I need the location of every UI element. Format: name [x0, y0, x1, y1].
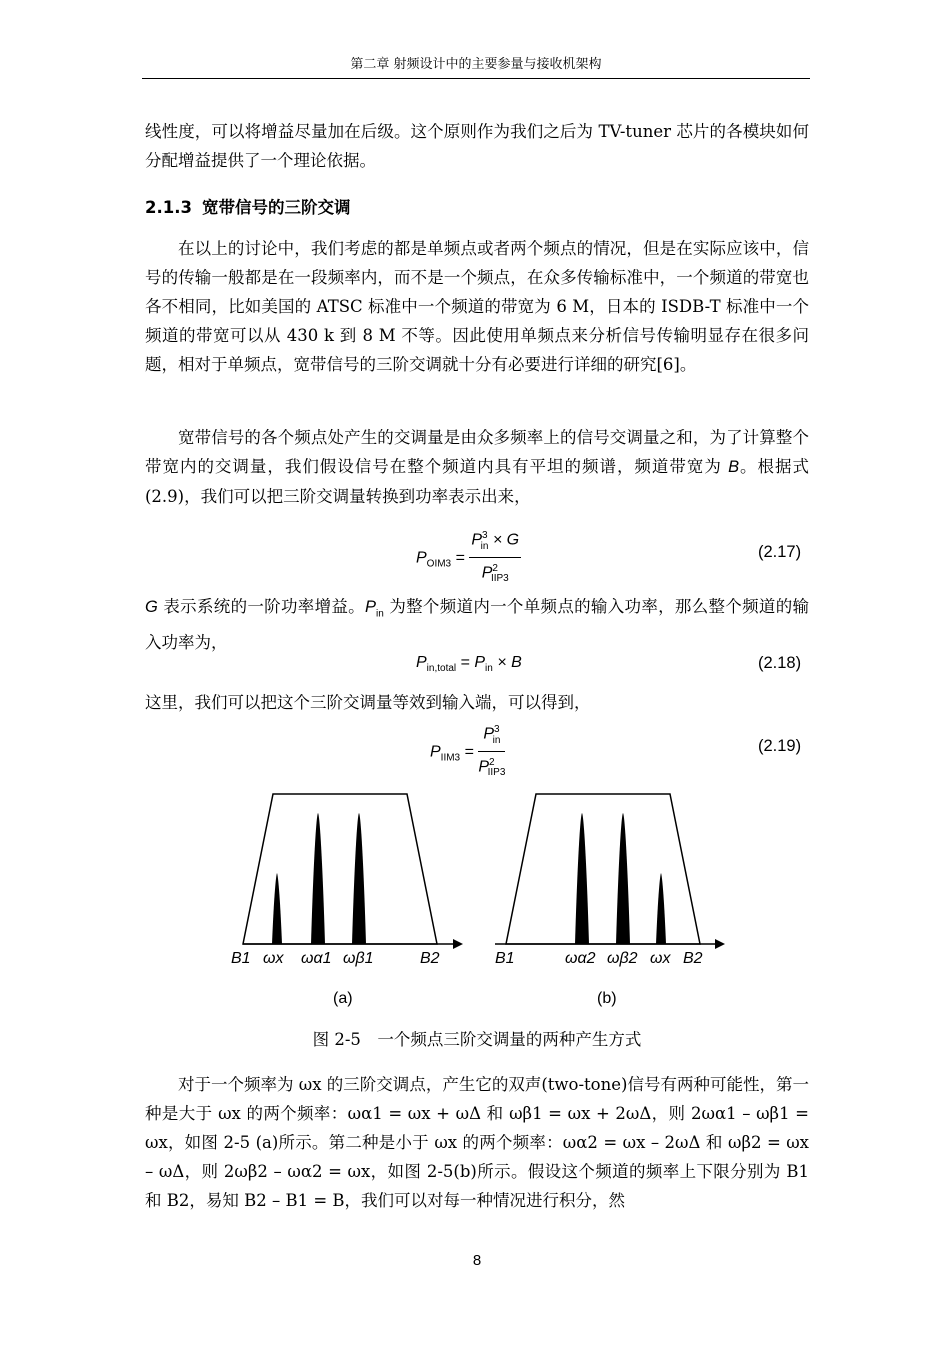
equation-2-17: $P_{OIM3}$ = $\frac{P^3_{in} \times G}{P^2_{IIP3}}$ [416, 526, 521, 590]
panel-b-peak-wa2 [575, 813, 589, 944]
panel-b-label-b1: B1 [495, 950, 515, 967]
paragraph-2-text-b: 。根据式(2.9)，我们可以把三阶交调量转换到功率表示出来， [145, 457, 809, 506]
bandwidth-symbol: B [728, 458, 740, 476]
panel-b-axis-arrow [715, 939, 725, 949]
panel-a-label-wb1: ωβ1 [343, 950, 374, 967]
panel-b-band-trapezoid [506, 794, 700, 944]
figure-2-5 [225, 785, 735, 1015]
panel-a-band-trapezoid [243, 794, 437, 944]
paragraph-3: G 表示系统的一阶功率增益。$P_{in}$ 为整个频道内一个单频点的输入功率，那么整个频道的输入功率为， [145, 597, 810, 653]
panel-b-label-b2: B2 [683, 950, 703, 967]
eq-2-17-fraction: $\frac{P^3_{in} \times G}{P^2_{IIP3}}$ [469, 526, 521, 590]
page-number: 8 [472, 1252, 482, 1269]
panel-b-label-wa2: ωα2 [565, 950, 596, 967]
panel-a-peak-wb1 [352, 813, 366, 944]
intro-paragraph: 线性度，可以将增益尽量加在后级。这个原则作为我们之后为 TV-tuner 芯片的各模块如何分配增益提供了一个理论依据。 [145, 122, 809, 170]
panel-b [495, 794, 725, 1007]
panel-a-peak-wx [272, 873, 282, 944]
running-header: 第二章 射频设计中的主要参量与接收机架构 [350, 57, 602, 72]
paragraph-4: 这里，我们可以把这个三阶交调量等效到输入端，可以得到， [145, 693, 591, 712]
panel-a-peak-wa1 [311, 813, 325, 944]
panel-a-axis-arrow [453, 939, 463, 949]
panel-b-label-wb2: ωβ2 [607, 950, 638, 967]
panel-a-label-b2: B2 [420, 950, 440, 967]
equation-number-2-19: (2.19) [758, 737, 802, 755]
paragraph-2-text-a: 宽带信号的各个频点处产生的交调量是由众多频率上的信号交调量之和，为了计算整个带宽内的交调量，我们假设信号在整个频道内具有平坦的频谱，频道带宽为 [145, 428, 809, 476]
section-title: 宽带信号的三阶交调 [201, 198, 351, 217]
paragraph-1: 在以上的讨论中，我们考虑的都是单频点或者两个频点的情况，但是在实际应该中，信号的传输一般都是在一段频率内，而不是一个频点，在众多传输标准中，一个频道的带宽也各不相同，比如美国的 ATSC 标准中一个频道的带宽为 6 M，日本的 ISDB-T 标准中一个频道的带宽可以从 430 k 到 8 M 不等。因此使用单频点来分析信号传输明显存在很多问题，相对于单频点，宽带信号的三阶交调就十分有必要进行详细的研究[6]。 [145, 239, 809, 374]
equation-number-2-18: (2.18) [758, 654, 802, 672]
section-number: 2.1.3 [145, 198, 192, 217]
panel-a-label-b1: B1 [231, 950, 251, 967]
equation-2-19: $P_{IIM3}$ = $\frac{P^3_{in}}{P^2_{IIP3}}$ [430, 720, 505, 784]
paragraph-5: 对于一个频率为 ωx 的三阶交调点，产生它的双声(two-tone)信号有两种可能性，第一种是大于 ωx 的两个频率：ωα1 = ωx + ωΔ 和 ωβ1 = ωx + 2ωΔ，则 2ωα1 – ωβ1 = ωx，如图 2-5 (a)所示。第二种是小于 ωx 的两个频率：ωα2 = ωx – 2ωΔ 和 ωβ2 = ωx – ωΔ，则 2ωβ2 – ωα2 = ωx，如图 2-5(b)所示。假设这个频道的频率上下限分别为 B1 和 B2，易知 B2 – B1 = B，我们可以对每一种情况进行积分，然 [145, 1075, 809, 1210]
equation-2-18: $P_{in,total} = P_{in} \times B$ [416, 654, 522, 675]
section-heading [145, 193, 350, 222]
panel-a-label-wx: ωx [263, 950, 284, 967]
panel-b-peak-wx [656, 873, 666, 944]
equation-number-2-17: (2.17) [758, 543, 802, 561]
panel-b-tag: (b) [597, 990, 617, 1007]
panel-a-tag: (a) [333, 990, 353, 1007]
paragraph-2 [145, 423, 809, 511]
header-rule [142, 78, 810, 79]
panel-b-peak-wb2 [616, 813, 630, 944]
panel-b-label-wx: ωx [650, 950, 671, 967]
eq-2-19-fraction: $\frac{P^3_{in}}{P^2_{IIP3}}$ [478, 720, 505, 784]
panel-a-label-wa1: ωα1 [301, 950, 332, 967]
panel-a [231, 794, 463, 1007]
figure-caption: 图 2-5 一个频点三阶交调量的两种产生方式 [312, 1030, 642, 1049]
